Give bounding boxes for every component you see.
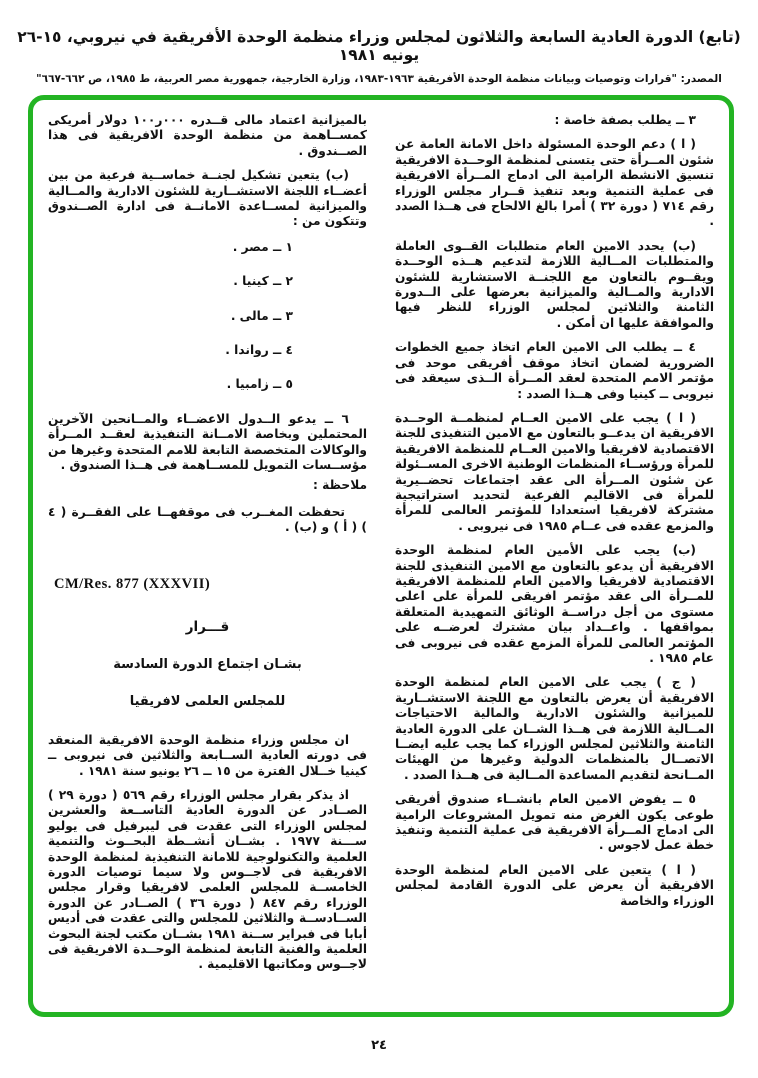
para-3b: (ب) يحدد الامين العام متطلبات القــوى العاملة والمتطلبات المــالية اللازمة لتدعيم هــذه الوحــدة ويقــوم بالتعاون مع اللجنــة الاستشارية للشئون الادارية والمــالية والميزانية بعرضها على الــدورة الثامنة والثلاثين لمجلس الوزراء للنظر فيها والموافقة عليها ان أمكن . (395, 238, 714, 330)
list-item: ٤ ــ رواندا . (225, 343, 293, 358)
para-3a: ( ا ) دعم الوحدة المسئولة داخل الامانة العامة عن شئون المــرأة حتى يتسنى لمنظمة الوحــدة الافريقية تنسيق الانشطة الرامية الى ادماج المــرأة الافريقية فى عملية التنمية وبعد تنفيذ قــرار مجلس الوزراء رقم ٧١٤ ( دورة ٣٢ ) أمرا بالغ الالحاح فى هــذا الصدد . (395, 137, 715, 229)
para-5: ٥ ــ يفوض الامين العام بانشــاء صندوق أفريقى طوعى يكون الغرض منه تمويل المشروعات الرامية الى ادماج المــرأة الافريقية فى عملية التنمية وتنفيذ خطة عمل لاجوس . (395, 792, 714, 853)
page-number: ٢٤ (371, 1038, 387, 1053)
para-4b: (ب) يجب على الأمين العام لمنظمة الوحدة الافريقية أن يدعو بالتعاون مع الامين التنفيذى للجنة الاقتصادية لافريقيا والامين العام للمنظمة الافريقية للمــرأة الى عقد مؤتمر افريقى للمرأة على اعلى مستوى من أجل دراســة الوثائق التمهيدية المتعلقة بمواقفها . واعــداد بيان مشترك لعرضــه على المؤتمر العالمى للمرأة المزمع عقده فى نيروبى فى عام ١٩٨٥ . (395, 543, 714, 665)
two-column-layout (48, 113, 714, 1002)
para-4: ٤ ــ يطلب الى الامين العام اتخاذ جميع الخطوات الضرورية لضمان اتخاذ موقف أفريقى موحد فى مؤتمر الامم المتحدة لعقد المــرأة الــذى سيعقد فى نيروبى ــ كينيا وفى هــذا الصدد : (395, 340, 714, 401)
resolution-subtitle-1: بشـان اجتماع الدورة السادسة (113, 656, 302, 672)
para-4a: ( ا ) يجب على الامين العــام لمنظمــة الوحــدة الافريقية ان يدعــو بالتعاون مع الامين التنفيذى للجنة الاقتصادية لافريقيا والامين العــام للمنظمة الافريقية للمرأة ورؤســاء المنظمات الوطنية الاخرى المســئولة عن شئون المــرأة الى عقد اجتماعات تحضــيرية للمرأة فى الاقاليم الفرعية لتحديد استراتيجية مشتركة لافريقيا استعدادا للمؤتمر العالمى للمرأة والمزمع عقده فى عــام ١٩٨٥ فى نيروبى . (395, 410, 714, 533)
list-item: ١ ــ مصر . (232, 239, 293, 254)
column-left (48, 113, 367, 1002)
para-3: ٣ ــ يطلب بصفة خاصة : (554, 113, 696, 127)
resolution-title: قـــرار (185, 618, 230, 635)
session-title: (تابع) الدورة العادية السابعة والثلاثون لمجلس وزراء منظمة الوحدة الأفريقية في نيروبي، ١٥-٢٦ يونيه ١٩٨١ (17, 28, 741, 64)
list-item: ٣ ــ مالى . (230, 308, 293, 323)
content-frame (28, 95, 734, 1017)
para-recall: اذ يذكر بقرار مجلس الوزراء رقم ٥٦٩ ( دورة ٢٩ ) الصــادر عن الدورة العادية التاســعة والعشرين لمجلس الوزراء التى عقدت فى ليبرفيل فى يوليو ســـنة ١٩٧٧ . بشــان أنشــطة البحــوث والتنمية العلمية والتكنولوجية للامانة التنفيذية لمنظمة الوحدة الافريقية فى لاجــوس ولا سيما توصيات الدورة الخامســة للمجلس العلمى لافريقيا وقرار مجلس الوزراء رقم ٨٤٧ ( دورة ٣٦ ) الصــادر عن الدورة الســادســة والثلاثين للمجلس والتى عقدت فى أديس أبابا فى فبراير ســنة ١٩٨١ بشــان مكتب لجنة البحوث العلمية والفنية التابعة لمنظمة الوحــدة الافريقية فى لاجــوس ومكاتبها الاقليمية . (48, 787, 368, 972)
note-text: تحفظت المغــرب فى موقفهــا على الفقــرة ( ٤ ) ( أ ) و (ب) . (48, 504, 367, 535)
para-council: ان مجلس وزراء منظمة الوحدة الافريقية المنعقد فى دورته العادية الســابعة والثلاثين فى نيروبى ــ كينيا خــلال الفترة من ١٥ ــ ٢٦ يونيو سنة ١٩٨١ . (48, 732, 367, 778)
column-right (395, 113, 714, 1002)
para-budget: بالميزانية اعتماد مالى قــدره ٠٠٠ر١٠٠ دولار أمريكى كمســاهمة من منظمة الوحدة الافريقية فى هذا الصــندوق . (48, 113, 367, 158)
source-citation: المصدر: "قرارات وتوصيات وبيانات منظمة الوحدة الأفريقية ١٩٦٣-١٩٨٣، وزارة الخارجية، جمهورية مصر العربية، ط ١٩٨٥، ص ٦٦٢-٦٦٧" (36, 73, 722, 85)
para-4c: ( ج ) يجب على الامين العام لمنظمة الوحدة الافريقية أن يعرض بالتعاون مع اللجنة الاستشــارية للميزانية والشئون الادارية والمالية الاحتياجات المــالية اللازمة فى هــذا الشــان على الدورة العادية الثامنة والثلاثين لمجلس الوزراء كما يجب عليه ايضــا الاتصــال بالمنظمات الدولية وغيرها من الهيئات المــانحة لتقديم المساعدة المــالية فى هــذا الصدد . (395, 675, 714, 782)
resolution-subtitle-2: للمجلس العلمى لافريقيا (129, 693, 286, 709)
page-header (0, 0, 758, 85)
para-committee: (ب) يتعين تشكيل لجنــة خماســية فرعية من بين أعضــاء اللجنة الاستشــارية للشئون الادارية والمــالية والميزانية لمســاعدة الامانــة فى ادارة الصــندوق وتتكون من : (48, 168, 367, 229)
member-list (48, 240, 367, 393)
para-5a: ( ا ) يتعين على الامين العام لمنظمة الوحدة الافريقية أن يعرض على الدورة القادمة لمجلس الوزراء والخاصة (395, 862, 714, 908)
para-invite: ٦ ــ يدعو الــدول الاعضــاء والمــانحين الآخرين المحتملين وبخاصة الامــانة التنفيذية لعقــد المــرأة والوكالات المتخصصة التابعة للامم المتحدة وغيرها من مؤســسات التمويل للمســاهمة فى هــذا الصندوق . (48, 411, 367, 473)
list-item: ٥ ــ زامبيا . (226, 377, 293, 392)
list-item: ٢ ــ كينيا . (233, 274, 293, 289)
note-label: ملاحظة : (313, 477, 367, 492)
resolution-id: CM/Res. 877 (XXXVII) (54, 575, 211, 592)
